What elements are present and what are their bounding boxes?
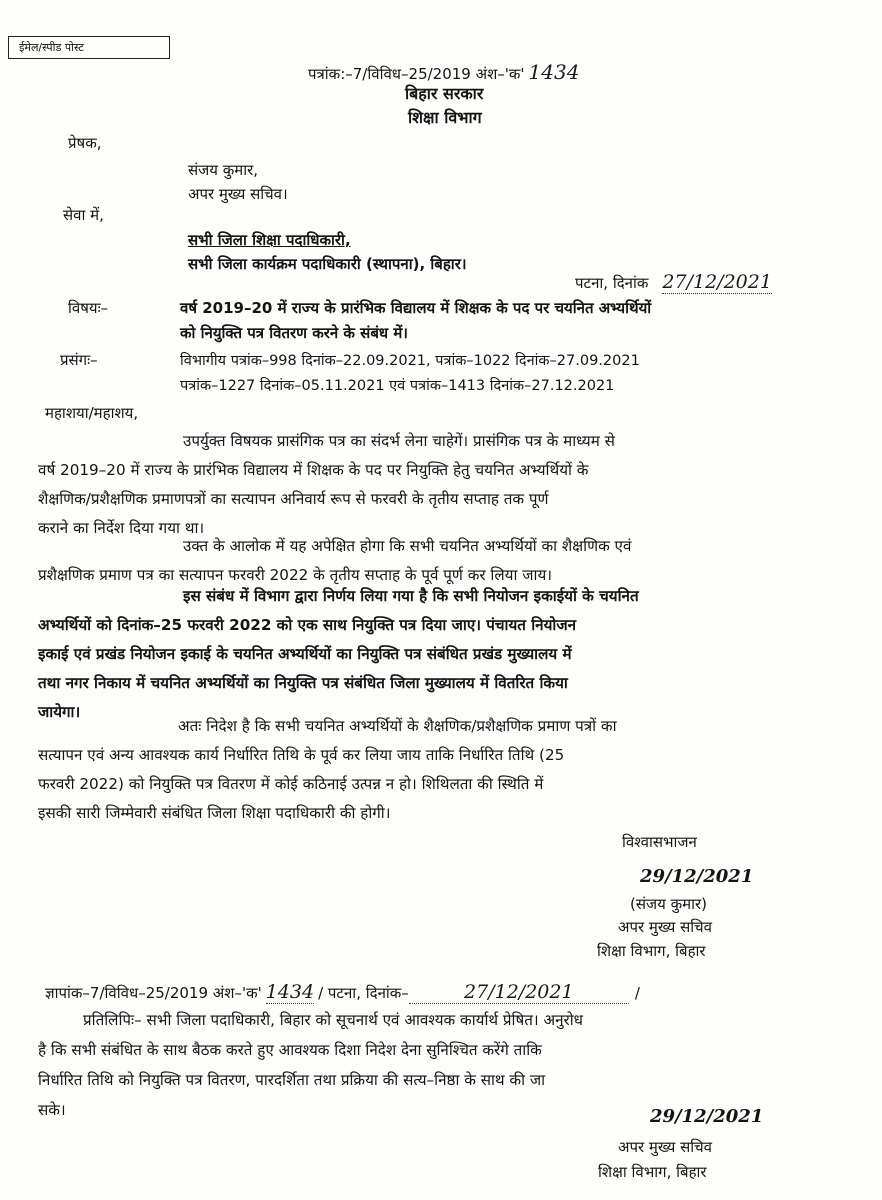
memo-line-end: / [634,984,640,1002]
paragraph-line: जायेगा। [38,703,81,721]
letter-number [308,60,579,84]
paragraph-line: है कि सभी संबंधित के साथ बैठक करते हुए आवश्यक दिशा निदेश देना सुनिश्चित करेंगे ताकि [38,1041,542,1059]
subject-line-2: को नियुक्ति पत्र वितरण करने के संबंध में। [180,324,408,342]
reference-line-1: विभागीय पत्रांक–998 दिनांक–22.09.2021, पत्रांक–1022 दिनांक–27.09.2021 [180,353,640,369]
sender-title: अपर मुख्य सचिव। [188,185,288,203]
paragraph-line: उपर्युक्त विषयक प्रासंगिक पत्र का संदर्भ लेना चाहेगें। प्रासंगिक पत्र के माध्यम से [183,432,615,450]
paragraph-line: कराने का निर्देश दिया गया था। [38,519,205,537]
paragraph-line: प्रतिलिपिः– सभी जिला पदाधिकारी, बिहार को सूचनार्थ एवं आवश्यक कार्यार्थ प्रेषित। अनुरोध [83,1011,584,1029]
paragraph-line: अतः निदेश है कि सभी चयनित अभ्यर्थियों के शैक्षणिक/प्रशैक्षणिक प्रमाण पत्रों का [178,717,617,735]
memo-number-handwritten: 1434 [265,981,315,1003]
paragraph-line: इस संबंध में विभाग द्वारा निर्णय लिया गया है कि सभी नियोजन इकाईयों के चयनित [183,587,639,605]
closing-name: (संजय कुमार) [630,895,707,913]
sender-name: संजय कुमार, [188,161,259,179]
paragraph-line: सत्यापन एवं अन्य आवश्यक कार्य निर्धारित तिथि के पूर्व कर लिया जाय ताकि निर्धारित तिथि (25 [38,746,565,764]
paragraph-3 [38,582,840,727]
place-date-handwritten: 27/12/2021 [662,271,772,293]
department-name: शिक्षा विभाग [408,108,482,127]
paragraph-1 [38,427,840,543]
subject-line-1: वर्ष 2019–20 में राज्य के प्रारंभिक विद्यालय में शिक्षक के पद पर चयनित अभ्यर्थियों [180,299,652,317]
memo-number-line [45,981,640,1004]
closing2-title: अपर मुख्य सचिव [618,1138,712,1156]
closing-title: अपर मुख्य सचिव [618,918,712,936]
closing-yours: विश्वासभाजन [622,833,697,851]
paragraph-line: फरवरी 2022) को नियुक्ति पत्र वितरण में कोई कठिनाई उत्पन्न न हो। शिथिलता की स्थिति में [38,775,544,793]
memo-place-date-printed: / पटना, दिनांक– [318,984,409,1002]
signature-date: 29/12/2021 [640,866,754,887]
government-name: बिहार सरकार [405,84,484,103]
closing2-dept: शिक्षा विभाग, बिहार [598,1163,707,1181]
recipient-line-2: सभी जिला कार्यक्रम पदाधिकारी (स्थापना), बिहार। [188,255,467,273]
paragraph-line: सके। [38,1101,66,1119]
paragraph-line: उक्त के आलोक में यह अपेक्षित होगा कि सभी चयनित अभ्यर्थियों का शैक्षणिक एवं [183,537,632,555]
paragraph-line: अभ्यर्थियों को दिनांक–25 फरवरी 2022 को एक साथ नियुक्ति पत्र दिया जाए। पंचायत नियोजन [38,616,577,634]
dispatch-mode-stamp: ईमेल/स्पीड पोस्ट [8,36,170,59]
sender-label: प्रेषक, [68,134,102,152]
paragraph-line: निर्धारित तिथि को नियुक्ति पत्र वितरण, पारदर्शिता तथा प्रक्रिया की सत्य–निष्ठा के साथ की जा [38,1071,546,1089]
salutation: महाशया/महाशय, [45,404,139,422]
paragraph-line: शैक्षणिक/प्रशैक्षणिक प्रमाणपत्रों का सत्यापन अनिवार्य रूप से फरवरी के तृतीय सप्ताह तक पूर्ण [38,490,549,508]
place-date [575,271,772,293]
paragraph-line: इसकी सारी जिम्मेवारी संबंधित जिला शिक्षा पदाधिकारी की होगी। [38,804,391,822]
recipient-line-1: सभी जिला शिक्षा पदाधिकारी, [188,231,351,249]
reference-line-2: पत्रांक–1227 दिनांक–05.11.2021 एवं पत्रांक–1413 दिनांक–27.12.2021 [180,378,615,394]
memo-date-handwritten: 27/12/2021 [409,981,629,1004]
reference-label: प्रसंगः– [60,351,98,369]
letter-number-printed: पत्रांक:–7/विविध–25/2019 अंश–'क' [308,65,525,83]
paragraph-line: प्रशैक्षणिक प्रमाण पत्र का सत्यापन फरवरी 2022 के तृतीय सप्ताह के पूर्व पूर्ण कर लिया जाय। [38,566,553,584]
memo-number-printed: ज्ञापांक–7/विविध–25/2019 अंश–'क' [45,984,262,1002]
closing-dept: शिक्षा विभाग, बिहार [597,942,706,960]
paragraph-line: इकाई एवं प्रखंड नियोजन इकाई के चयनित अभ्यर्थियों का नियुक्ति पत्र संबंधित प्रखंड मुख्यालय में [38,645,572,663]
letter-number-handwritten: 1434 [528,60,580,84]
paragraph-4 [38,712,840,828]
recipient-label: सेवा में, [63,206,104,224]
subject-label: विषयः– [68,299,109,317]
signature-date-2: 29/12/2021 [650,1106,764,1127]
place-date-printed: पटना, दिनांक [575,274,649,292]
paragraph-line: तथा नगर निकाय में चयनित अभ्यर्थियों का नियुक्ति पत्र संबंधित जिला मुख्यालय में वितरित किया [38,674,568,692]
paragraph-line: वर्ष 2019–20 में राज्य के प्रारंभिक विद्यालय में शिक्षक के पद पर नियुक्ति हेतु चयनित अभ्यर्थियों के [38,461,589,479]
